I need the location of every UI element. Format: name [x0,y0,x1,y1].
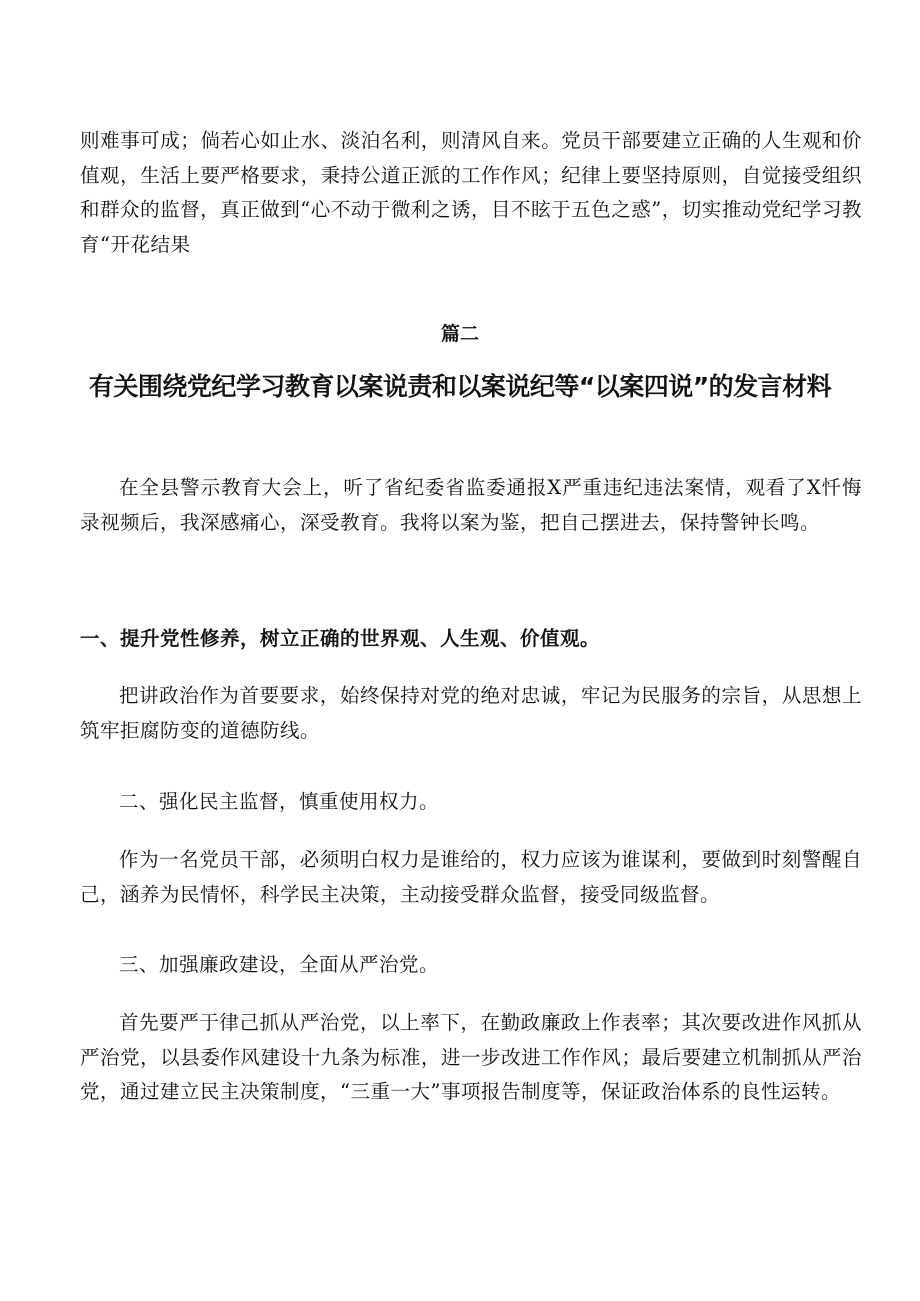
heading-1: 一、提升党性修养，树立正确的世界观、人生观、价值观。 [80,627,601,650]
paragraph-3: 首先要严于律己抓从严治党，以上率下，在勤政廉政上作表率；其次要改进作风抓从严治党，以县委作风建设十九条为标准，进一步改进工作作风；最后要建立机制抓从严治党，通过建立民主决策制度，“三重一大”事项报告制度等，保证政治体系的良性运转。 [80,1011,862,1103]
heading-2: 二、强化民主监督，慎重使用权力。 [119,790,440,813]
paragraph-2: 作为一名党员干部，必须明白权力是谁给的，权力应该为谁谋利，要做到时刻警醒自己，涵养为民情怀，科学民主决策，主动接受群众监督，接受同级监督。 [80,848,862,906]
continued-paragraph: 则难事可成；倘若心如止水、淡泊名利，则清风自来。党员干部要建立正确的人生观和价值观，生活上要严格要求，秉持公道正派的工作作风；纪律上要坚持原则，自觉接受组织和群众的监督，真正做到“心不动于微利之诱，目不眩于五色之惑”，切实推动党纪学习教育“开花结果 [80,129,862,256]
paragraph-1: 把讲政治作为首要要求，始终保持对党的绝对忠诚，牢记为民服务的宗旨，从思想上筑牢拒腐防变的道德防线。 [80,684,862,742]
heading-3: 三、加强廉政建设，全面从严治党。 [119,953,440,976]
intro-paragraph: 在全县警示教育大会上，听了省纪委省监委通报X严重违纪违法案情，观看了X忏悔录视频后，我深感痛心，深受教育。我将以案为鉴，把自己摆进去，保持警钟长鸣。 [80,476,862,534]
section-label: 篇二 [440,323,479,345]
document-title: 有关围绕党纪学习教育以案说责和以案说纪等“以案四说”的发言材料 [88,372,832,401]
